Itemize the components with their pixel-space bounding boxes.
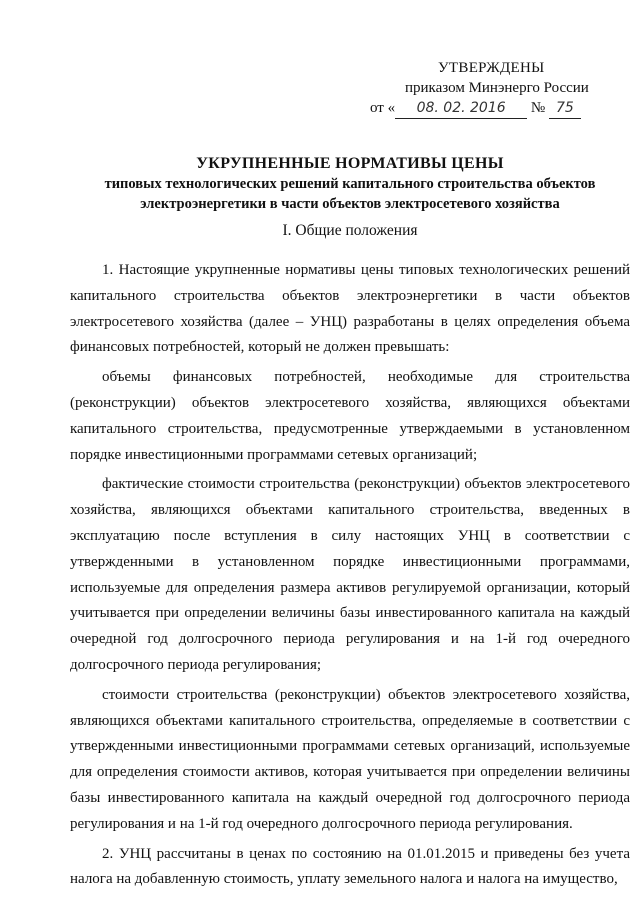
order-date-line [370,98,620,119]
section-heading: I. Общие положения [282,222,418,239]
title-subtitle-line-2: электроэнергетики в части объектов электросетевого хозяйства [140,196,560,212]
title-subtitle-line-1: типовых технологических решений капитального строительства объектов [104,176,596,192]
order-label: приказом Минэнерго России [405,80,589,96]
title-main: УКРУПНЕННЫЕ НОРМАТИВЫ ЦЕНЫ [196,155,504,172]
paragraph-2: объемы финансовых потребностей, необходимые для строительства (реконструкции) объектов электросетевого хозяйства, являющихся объектами капитального строительства, предусмотренные утверждаемыми в установленном порядке инвестиционными программами сетевых организаций; [70,369,630,463]
number-label: № [530,100,546,116]
paragraph-3: фактические стоимости строительства (реконструкции) объектов электросетевого хозяйства, являющихся объектами капитального строительства, введенных в эксплуатацию после вступления в силу настоящих УНЦ в соответствии с утвержденными в установленном порядке инвестиционными программами, используемые для определения размера активов регулируемой организации, который учитывается при определении величины базы инвестированного капитала на каждый очередной год долгосрочного периода регулирования и на 1-й год очередного долгосрочного периода регулирования; [70,476,630,673]
approved-label: УТВЕРЖДЕНЫ [438,60,545,76]
approval-stamp [370,58,620,119]
paragraph-5: 2. УНЦ рассчитаны в ценах по состоянию на 01.01.2015 и приведены без учета налога на добавленную стоимость, уплату земельного налога и налога на имущество, [70,845,630,888]
document-body [70,258,630,893]
document-title [60,154,640,214]
paragraph-1: 1. Настоящие укрупненные нормативы цены типовых технологических решений капитального строительства объектов электроэнергетики в части объектов электросетевого хозяйства (далее – УНЦ) разработаны в целях определения объема финансовых потребностей, который не должен превышать: [70,262,630,356]
date-prefix: от « [370,100,396,116]
handwritten-date: 08. 02. 2016 [395,98,527,119]
paragraph-4: стоимости строительства (реконструкции) объектов электросетевого хозяйства, являющихся объектами капитального строительства, определяемые в соответствии с утвержденными инвестиционными программами сетевых организаций, используемые для определения стоимости активов, которая учитывается при определении величины базы инвестированного капитала на каждый очередной год долгосрочного периода регулирования и на 1-й год очередного долгосрочного периода регулирования. [70,686,630,832]
handwritten-number: 75 [549,98,581,119]
